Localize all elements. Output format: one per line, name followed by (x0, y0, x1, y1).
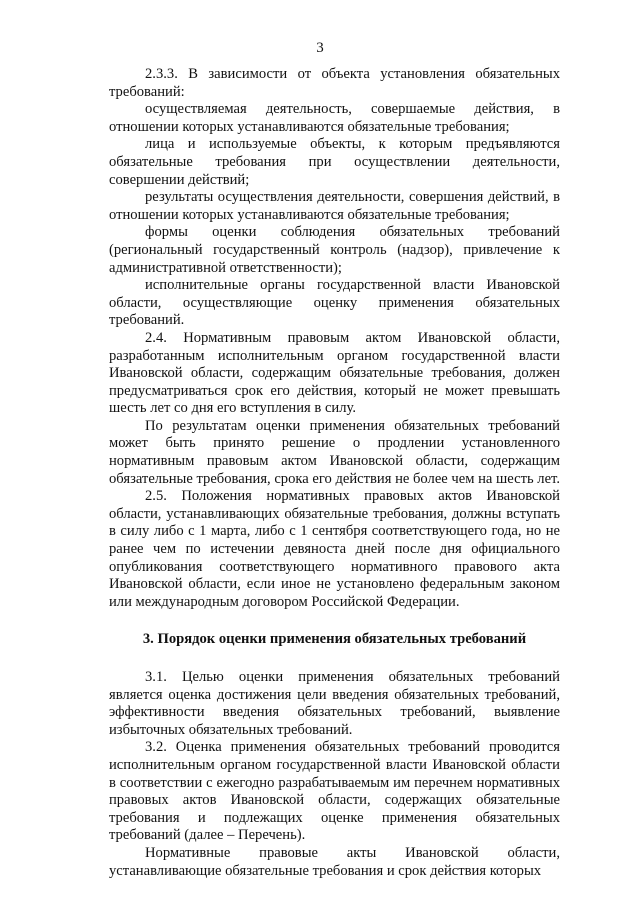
list-item-assessment-forms: формы оценки соблюдения обязательных требований (региональный государственный контроль (надзор), привлечение к административной ответственности); (109, 224, 560, 276)
paragraph-normative-acts: Нормативные правовые акты Ивановской области, устанавливающие обязательные требования и срок действия которых (109, 844, 560, 879)
list-item-executive-bodies: исполнительные органы государственной власти Ивановской области, осуществляющие оценку применения обязательных требований. (109, 277, 560, 329)
page-number: 3 (316, 40, 324, 56)
paragraph-2-5: 2.5. Положения нормативных правовых актов Ивановской области, устанавливающих обязательные требования, должны вступать в силу либо с 1 марта, либо с 1 сентября соответствующего года, но не ранее чем по истечении девяноста дней после дня официального опубликования соответствующего нормативного правового акта Ивановской области, если иное не установлено федеральным законом или международным договором Российской Федерации. (109, 488, 560, 610)
paragraph-extension: По результатам оценки применения обязательных требований может быть принято решение о продлении установленного нормативным правовым актом Ивановской области, содержащим обязательные требования, срока его действия не более чем на шесть лет. (109, 417, 560, 487)
paragraph-3-2: 3.2. Оценка применения обязательных требований проводится исполнительным органом государственной власти Ивановской области в соответствии с ежегодно разрабатываемым им перечнем нормативных правовых актов Ивановской области, содержащих обязательные требования и подлежащих оценке применения обязательных требований (далее – Перечень). (109, 739, 560, 844)
list-item-results: результаты осуществления деятельности, совершения действий, в отношении которых устанавливаются обязательные требования; (109, 189, 560, 223)
section-3-heading: 3. Порядок оценки применения обязательных требований (142, 631, 527, 648)
paragraph-3-1: 3.1. Целью оценки применения обязательных требований является оценка достижения цели введения обязательных требований, эффективности введения обязательных требований, выявление избыточных обязательных требований. (109, 669, 560, 738)
document-body (109, 66, 560, 880)
paragraph-2-3-3: 2.3.3. В зависимости от объекта установления обязательных требований: (109, 66, 560, 100)
list-item-activity: осуществляемая деятельность, совершаемые действия, в отношении которых устанавливаются обязательные требования; (109, 101, 560, 135)
list-item-persons-objects: лица и используемые объекты, к которым предъявляются обязательные требования при осуществлении деятельности, совершении действий; (109, 136, 560, 188)
paragraph-2-4: 2.4. Нормативным правовым актом Ивановской области, разработанным исполнительным органом государственной власти Ивановской области, содержащим обязательные требования, должен предусматриваться срок его действия, который не может превышать шесть лет со дня его вступления в силу. (109, 329, 560, 417)
